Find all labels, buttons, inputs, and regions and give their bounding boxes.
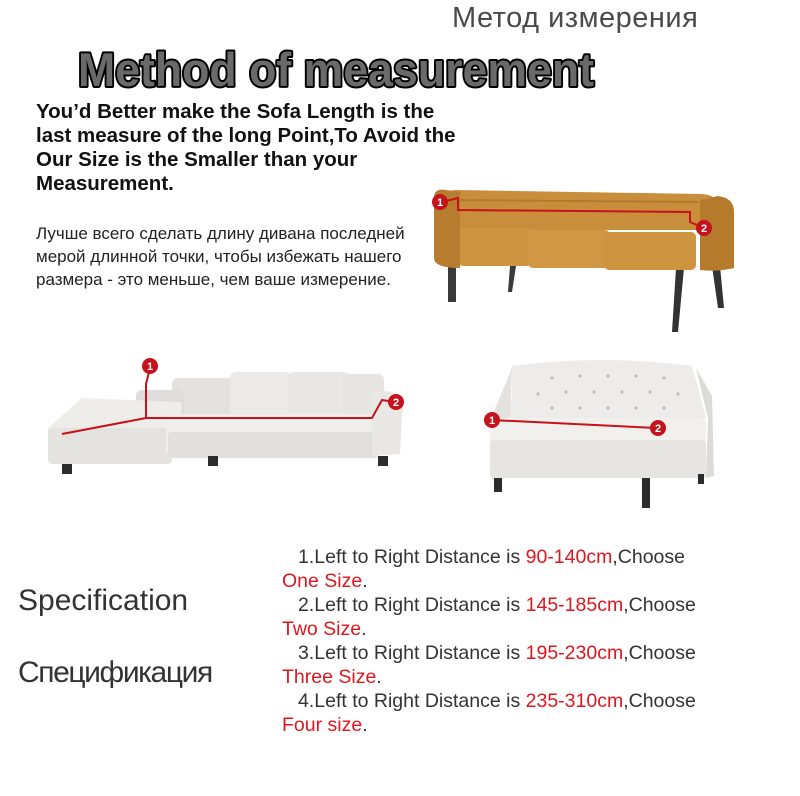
title-english [72,40,602,102]
corner-sofa-image [42,354,412,486]
size-label: One Size [282,570,363,592]
tufted-loveseat-image [482,356,738,510]
spec-item: 3.Left to Right Distance is 195-230cm,Choose Three Size. [282,642,696,688]
size-specification-list [282,545,792,737]
title-english-text: Method of measurement [78,43,595,96]
size-label: Two Size [282,618,362,640]
size-label: Four size [282,714,363,736]
spec-item: 4.Left to Right Distance is 235-310cm,Choose Four size. [282,690,696,736]
spec-item: 2.Left to Right Distance is 145-185cm,Choose Two Size. [282,594,696,640]
spec-item: 1.Left to Right Distance is 90-140cm,Choose One Size. [282,546,685,592]
size-range: 195-230cm [525,642,624,664]
specification-title-english: Specification [18,584,189,617]
svg-text:1: 1 [146,361,154,373]
svg-text:1: 1 [488,415,496,427]
size-range: 145-185cm [525,594,624,616]
svg-text:2: 2 [700,223,708,235]
svg-text:1: 1 [436,197,444,209]
svg-text:2: 2 [654,423,662,435]
instruction-english: You’d Better make the Sofa Length is the last measure of the long Point,To Avoid the Our Size is the Smaller than your Measurement. [36,100,456,195]
leather-sofa-image [428,182,740,334]
specification-title-russian: Спецификация [18,656,212,689]
size-range: 235-310cm [525,690,624,712]
instruction-russian: Лучше всего сделать длину дивана последней мерой длинной точки, чтобы избежать нашего размера - это меньше, чем ваше измерение. [36,224,405,289]
svg-text:2: 2 [392,397,400,409]
size-range: 90-140cm [525,546,613,568]
size-label: Three Size [282,666,377,688]
title-russian: Метод измерения [452,2,699,34]
